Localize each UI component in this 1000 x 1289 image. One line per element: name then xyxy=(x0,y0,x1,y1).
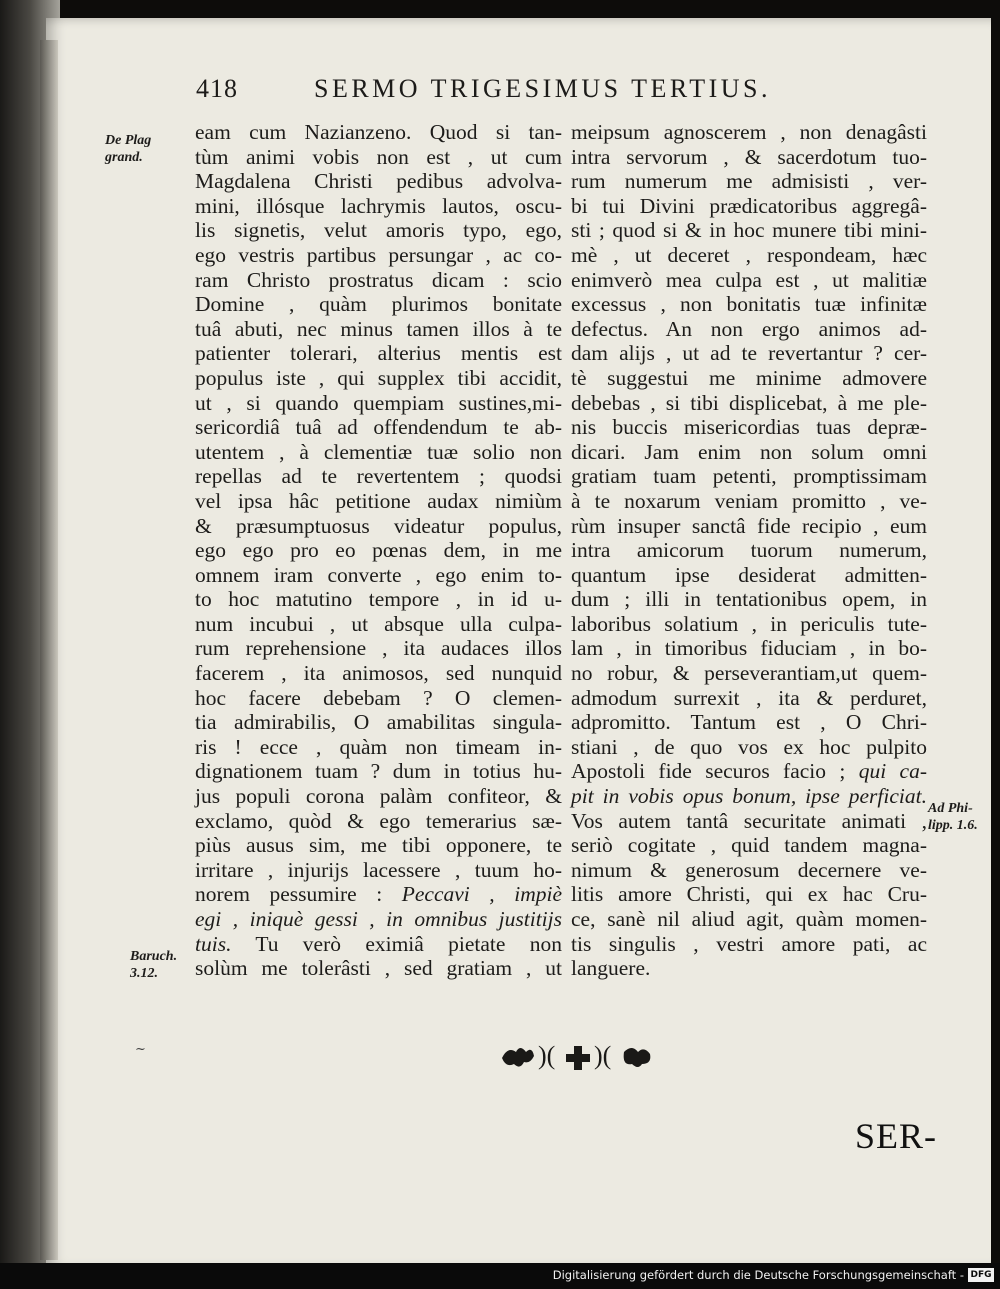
text-line: lam , in timoribus fiduciam , in bo- xyxy=(571,636,927,661)
text-line: populus iste , qui supplex tibi accidit, xyxy=(195,365,562,390)
text-line: seriò cogitate , quid tandem magna- xyxy=(571,833,927,858)
text-line: to hoc matutino tempore , in id u- xyxy=(195,587,562,612)
text-line: omnem iram converte , ego enim to- xyxy=(195,562,562,587)
text-line: ut , si quando quempiam sustines,mi- xyxy=(195,390,562,415)
text-line: tia admirabilis, O amabilitas singula- xyxy=(195,710,562,735)
text-line: piùs ausus sim, me tibi opponere, te xyxy=(195,833,562,858)
text-line: ris ! ecce , quàm non timeam in- xyxy=(195,734,562,759)
text-line: num incubui , ut absque ulla culpa- xyxy=(195,611,562,636)
svg-text:)(: )( xyxy=(594,1041,612,1070)
text-line: tè suggestui me minime admovere xyxy=(571,365,927,390)
text-line: excessus , non bonitatis tuæ infinitæ xyxy=(571,292,927,317)
printers-ornament xyxy=(498,1040,658,1072)
text-line: egi , iniquè gessi , in omnibus justitijs xyxy=(195,907,562,931)
page-header xyxy=(196,74,796,114)
text-line: tuis. Tu verò eximiâ pietate non xyxy=(195,931,562,956)
text-line: tis singulis , vestri amore pati, ac xyxy=(571,931,927,956)
text-line: mè , ut deceret , respondeam, hæc xyxy=(571,242,927,267)
text-line: utentem , à clementiæ tuæ solio non xyxy=(195,439,562,464)
text-line: ego vestris partibus persungar , ac co- xyxy=(195,242,562,267)
text-line: intra amicorum tuorum numerum, xyxy=(571,538,927,563)
text-line: rum reprehensione , ita audaces illos xyxy=(195,636,562,661)
text-line: adpromitto. Tantum est , O Chri- xyxy=(571,710,927,735)
text-line: nimum & generosum decernere ve- xyxy=(571,857,927,882)
text-line: no robur, & perseverantiam,ut quem- xyxy=(571,661,927,686)
text-line: debebas , si tibi displicebat, à me ple- xyxy=(571,390,927,415)
text-line: sericordiâ tuâ ad offendendum te ab- xyxy=(195,415,562,440)
text-line: rùm insuper sanctâ fide recipio , eum xyxy=(571,513,927,538)
text-line: enimverò mea culpa est , ut malitiæ xyxy=(571,267,927,292)
text-line: solùm me tolerâsti , sed gratiam , ut xyxy=(195,956,562,981)
text-line: & præsumptuosus videatur populus, xyxy=(195,513,562,538)
text-line: sti ; quod si & in hoc munere tibi mini- xyxy=(571,218,927,243)
text-line: hoc facere debebam ? O clemen- xyxy=(195,685,562,710)
text-line: vel ipsa hâc petitione audax nimiùm xyxy=(195,488,562,513)
text-line: ego ego pro eo pœnas dem, in me xyxy=(195,538,562,563)
text-line: patienter tolerari, alterius mentis est xyxy=(195,341,562,366)
text-line: lis signetis, velut amoris typo, ego, xyxy=(195,218,562,243)
footer-credit: Digitalisierung gefördert durch die Deutsche Forschungsgemeinschaft - xyxy=(552,1268,964,1282)
text-line: quantum ipse desiderat admitten- xyxy=(571,562,927,587)
text-line: languere. xyxy=(571,956,651,981)
text-line: exclamo, quòd & ego temerarius sæ- xyxy=(195,808,562,833)
text-line: facerem , ita animosos, sed nunquid xyxy=(195,661,562,686)
text-line: admodum surrexit , ita & perduret, xyxy=(571,685,927,710)
page-gutter-shadow xyxy=(40,40,58,1260)
text-line: laboribus solatium , in periculis tute- xyxy=(571,611,927,636)
text-line: intra servorum , & sacerdotum tuo- xyxy=(571,144,927,169)
svg-text:)(: )( xyxy=(538,1041,556,1070)
catchword: SER- xyxy=(855,1116,938,1156)
left-text-column xyxy=(195,120,570,981)
text-line: ce, sanè nil aliud agit, quàm momen- xyxy=(571,907,927,931)
text-line: Vos autem tantâ securitate animati , xyxy=(571,808,927,833)
running-title: SERMO TRIGESIMUS TERTIUS. xyxy=(314,74,771,103)
text-line: bi tui Divini prædicatoribus aggregâ- xyxy=(571,193,927,218)
text-line: pit in vobis opus bonum, ipse perficiat. xyxy=(571,784,927,809)
text-line: ram Christo prostratus dicam : scio xyxy=(195,267,562,292)
text-line: defectus. An non ergo animos ad- xyxy=(571,316,927,341)
text-line: irritare , injurijs lacessere , tuum ho- xyxy=(195,857,562,882)
text-line: à te noxarum veniam promitto , ve- xyxy=(571,488,927,513)
text-line: Magdalena Christi pedibus advolva- xyxy=(195,169,562,194)
text-line: dum ; illi in tentationibus opem, in xyxy=(571,587,927,612)
text-line: tùm animi vobis non est , ut cum xyxy=(195,144,562,169)
text-line: tuâ abuti, nec minus tamen illos à te xyxy=(195,316,562,341)
page-number: 418 xyxy=(196,74,238,103)
text-line: dignationem tuam ? dum in totius hu- xyxy=(195,759,562,784)
footer-bar xyxy=(0,1263,1000,1289)
text-line: stiani , de quo vos ex hoc pulpito xyxy=(571,734,927,759)
text-line: meipsum agnoscerem , non denagâsti xyxy=(571,120,927,144)
right-text-column xyxy=(571,120,931,981)
text-line: litis amore Christi, qui ex hac Cru- xyxy=(571,882,927,907)
dfg-logo: DFG xyxy=(968,1268,994,1282)
margin-note-right: Ad Phi- lipp. 1.6. xyxy=(928,801,978,833)
margin-note-left-bottom: Baruch. 3.12. xyxy=(130,949,178,981)
text-line: rum numerum me admisisti , ver- xyxy=(571,169,927,194)
text-line: jus populi corona palàm confiteor, & xyxy=(195,784,562,809)
text-line: repellas ad te revertentem ; quodsi xyxy=(195,464,562,489)
text-line: dam alijs , ut ad te revertantur ? cer- xyxy=(571,341,927,366)
text-line: gratiam tuam petenti, promptissimam xyxy=(571,464,927,489)
text-line: mini, illósque lachrymis lautos, oscu- xyxy=(195,193,562,218)
text-line: Domine , quàm plurimos bonitate xyxy=(195,292,562,317)
marginal-mark: ~ xyxy=(135,1042,146,1057)
text-line: eam cum Nazianzeno. Quod si tan- xyxy=(195,120,562,144)
text-line: norem pessumire : Peccavi , impiè xyxy=(195,882,563,907)
text-line: dicari. Jam enim non solum omni xyxy=(571,439,927,464)
margin-note-left-top: De Plag grand. xyxy=(105,133,152,165)
text-line: Apostoli fide securos facio ; qui ca- xyxy=(571,759,927,784)
text-line: nis buccis misericordias tuas depræ- xyxy=(571,415,927,440)
